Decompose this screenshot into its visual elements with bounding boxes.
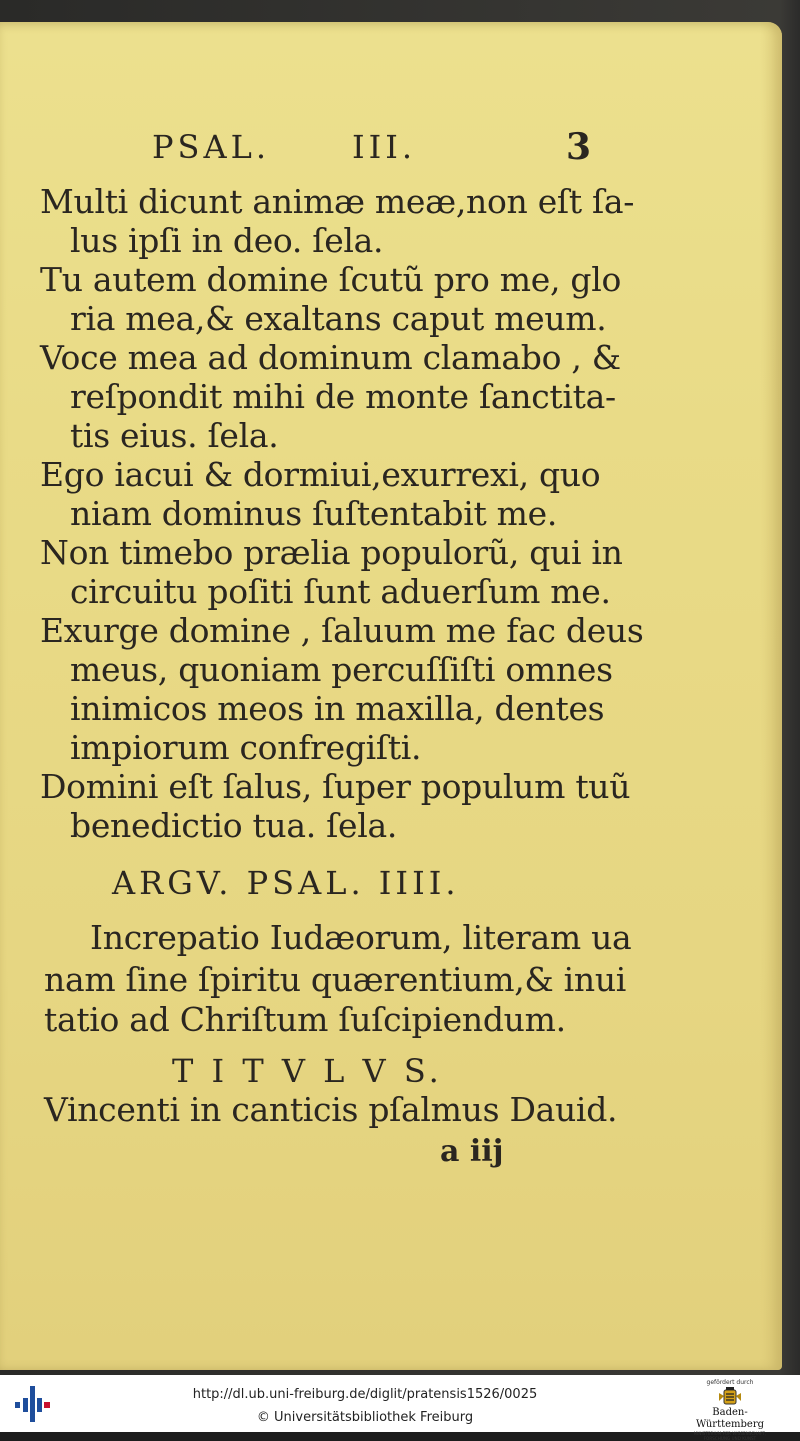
text-line: Tu autem domine ſcutũ pro me, glo (40, 260, 622, 299)
sponsor-name: Baden-Württemberg (695, 1407, 765, 1430)
text-line: tis eius. ſela. (70, 416, 279, 455)
sponsor-logo (680, 1379, 780, 1441)
text-line: circuitu poſiti ſunt aduerſum me. (70, 572, 611, 611)
text-line: Exurge domine , ſaluum me fac deus (40, 611, 644, 650)
argument-heading: ARGV. PSAL. IIII. (112, 864, 460, 902)
text-line: benedictio tua. ſela. (70, 806, 398, 845)
coat-of-arms-icon (716, 1387, 744, 1407)
folio-number: 3 (566, 126, 592, 168)
source-url-link[interactable]: http://dl.ub.uni-freiburg.de/diglit/pratensis1526/0025 (192, 1387, 538, 1402)
copyright-text: © Universitätsbibliothek Freiburg (256, 1410, 474, 1425)
text-line: Ego iacui & dormiui,exurrexi, quo (40, 455, 601, 494)
running-header-psal: PSAL. (152, 128, 270, 166)
titulus-line: Vincenti in canticis pſalmus Dauid. (44, 1090, 618, 1129)
text-line: lus ipſi in deo. ſela. (70, 221, 384, 260)
running-header-number: III. (352, 128, 417, 166)
text-line: impiorum confregiſti. (70, 728, 422, 767)
text-line: Domini eſt ſalus, ſuper populum tuũ (40, 767, 631, 806)
argument-line: tatio ad Chriſtum ſuſcipiendum. (44, 1000, 566, 1039)
footer-bar (0, 1375, 800, 1441)
titulus-heading: T I T V L V S. (172, 1052, 443, 1090)
argument-line: Increpatio Iudæorum, literam ua (90, 918, 632, 957)
text-line: inimicos meos in maxilla, dentes (70, 689, 605, 728)
text-line: meus, quoniam percuſſiſti omnes (70, 650, 613, 689)
sponsor-label: gefördert durch (706, 1379, 754, 1386)
text-line: niam dominus ſuſtentabit me. (70, 494, 558, 533)
book-page (0, 22, 782, 1370)
text-line: Voce mea ad dominum clamabo , & (40, 338, 621, 377)
text-line: Non timebo prælia populorũ, qui in (40, 533, 623, 572)
text-line: reſpondit mihi de monte ſanctita- (70, 377, 616, 416)
argument-line: nam ſine ſpiritu quærentium,& inui (44, 960, 627, 999)
sponsor-ministry: MINISTERIUM FÜR WISSENSCHAFT, FORSCHUNG UND KUNST (693, 1431, 767, 1441)
text-line: ria mea,& exaltans caput meum. (70, 299, 607, 338)
text-line: Multi dicunt animæ meæ,non eſt ſa- (40, 182, 635, 221)
signature-mark: a iij (440, 1134, 504, 1169)
